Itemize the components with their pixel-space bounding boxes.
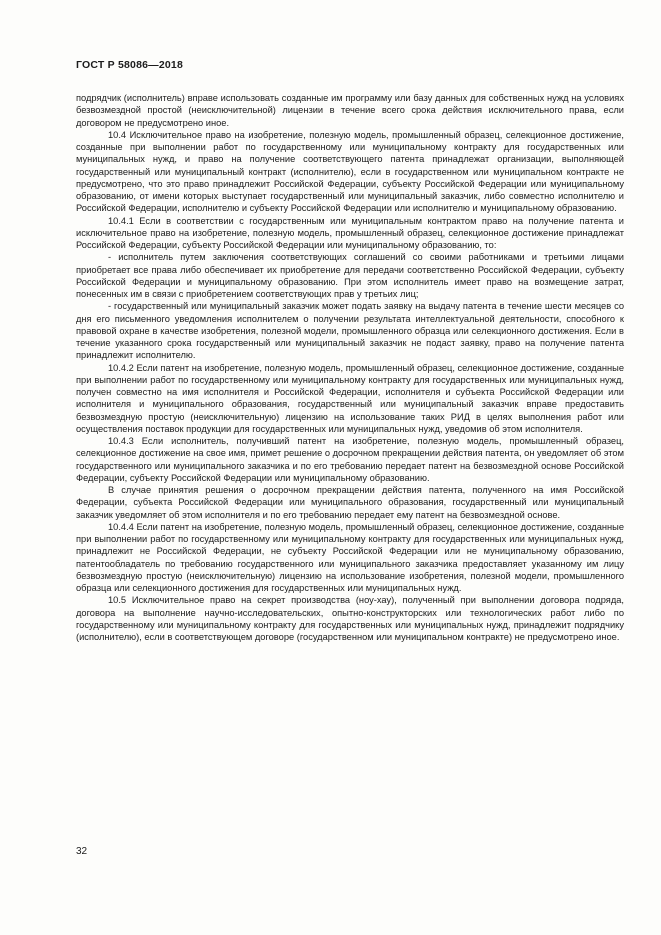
document-body — [76, 92, 624, 643]
paragraph-early-termination: В случае принятия решения о досрочном прекращении действия патента, полученного на имя Российской Федерации, субъекта Российской Федерации или муниципального образования, государственный или муниципальный заказчик уведомляет об этом исполнителя и по его требованию передает ему патент на безвозмездной основе. — [76, 485, 624, 520]
list-item-executor: - исполнитель путем заключения соответствующих соглашений со своими работниками и третьими лицами приобретает все права либо обеспечивает их приобретение для передачи соответственно Российской Федерации, субъекту Российской Федерации и муниципальному образованию. При этом исполнитель имеет право на возмещение затрат, понесенных им в связи с приобретением соответствующих прав у третьих лиц; — [76, 252, 624, 299]
paragraph-10-4: 10.4 Исключительное право на изобретение, полезную модель, промышленный образец, селекционное достижение, созданные при выполнении работ по государственному или муниципальному контракту для государственных или муниципальных нужд, и право на получение соответствующего патента принадлежат организации, выполняющей государственный или муниципальный контракт (исполнителю), если в государственном или муниципальном контракте не предусмотрено, что это право принадлежит Российской Федерации, субъекту Российской Федерации или муниципальному образованию, от имени которых выступает государственный или муниципальный заказчик, либо совместно исполнителю и Российской Федерации, исполнителю и субъекту Российской Федерации или исполнителю и муниципальному образованию. — [76, 129, 624, 214]
paragraph-10-4-2: 10.4.2 Если патент на изобретение, полезную модель, промышленный образец, селекционное достижение, созданные при выполнении работ по государственному или муниципальному контракту для государственных или муниципальных нужд, получен совместно на имя исполнителя и Российской Федерации, исполнителя и субъекта Российской Федерации или исполнителя и муниципального образования, государственный или муниципальный заказчик вправе предоставить безвозмездную простую (неисключительную) лицензию на использование таких РИД в целях выполнения работ или осуществления поставок продукции для государственных или муниципальных нужд, уведомив об этом исполнителя. — [76, 362, 624, 434]
page-number: 32 — [76, 846, 88, 857]
paragraph-10-5: 10.5 Исключительное право на секрет производства (ноу-хау), полученный при выполнении договора подряда, договора на выполнение научно-исследовательских, опытно-конструкторских или технологических работ либо по государственному или муниципальному контракту для государственных или муниципальных нужд, принадлежит подрядчику (исполнителю), если в соответствующем договоре (государственном или муниципальном контракте) не предусмотрено иное. — [76, 595, 624, 642]
paragraph-10-4-4: 10.4.4 Если патент на изобретение, полезную модель, промышленный образец, селекционное достижение, созданные при выполнении работ по государственному или муниципальному контракту для государственных или муниципальных нужд, принадлежит не Российской Федерации, не субъекту Российской Федерации или не муниципальному образованию, патентообладатель по требованию государственного или муниципального заказчика предоставляет указанному им лицу безвозмездную простую (неисключительную) лицензию на использование изобретения, полезной модели, промышленного образца или селекционного достижения для государственных или муниципальных нужд. — [76, 521, 624, 593]
paragraph-10-4-3: 10.4.3 Если исполнитель, получивший патент на изобретение, полезную модель, промышленный образец, селекционное достижение на свое имя, примет решение о досрочном прекращении действия патента, он уведомляет об этом государственного или муниципального заказчика и по его требованию передает патент на безвозмездной основе Российской Федерации, субъекту Российской Федерации или муниципальному образованию. — [76, 436, 624, 483]
document-header: ГОСТ Р 58086—2018 — [76, 59, 184, 71]
paragraph-10-4-1: 10.4.1 Если в соответствии с государственным или муниципальным контрактом право на получение патента и исключительное право на изобретение, полезную модель, промышленный образец, селекционное достижение принадлежат Российской Федерации, субъекту Российской Федерации или муниципальному образованию, то: — [76, 215, 624, 250]
paragraph-continuation: подрядчик (исполнитель) вправе использовать созданные им программу или базу данных для собственных нужд на условиях безвозмездной простой (неисключительной) лицензии в течение всего срока действия исключительного права, если договором не предусмотрено иное. — [76, 93, 624, 128]
list-item-customer: - государственный или муниципальный заказчик может подать заявку на выдачу патента в течение шести месяцев со дня его письменного уведомления исполнителем о получении результата интеллектуальной деятельности, способного к правовой охране в качестве изобретения, полезной модели, промышленного образца или селекционного достижения. Если в течение указанного срока государственный или муниципальный заказчик не подаст заявку, право на получение патента принадлежит исполнителю. — [76, 301, 624, 361]
